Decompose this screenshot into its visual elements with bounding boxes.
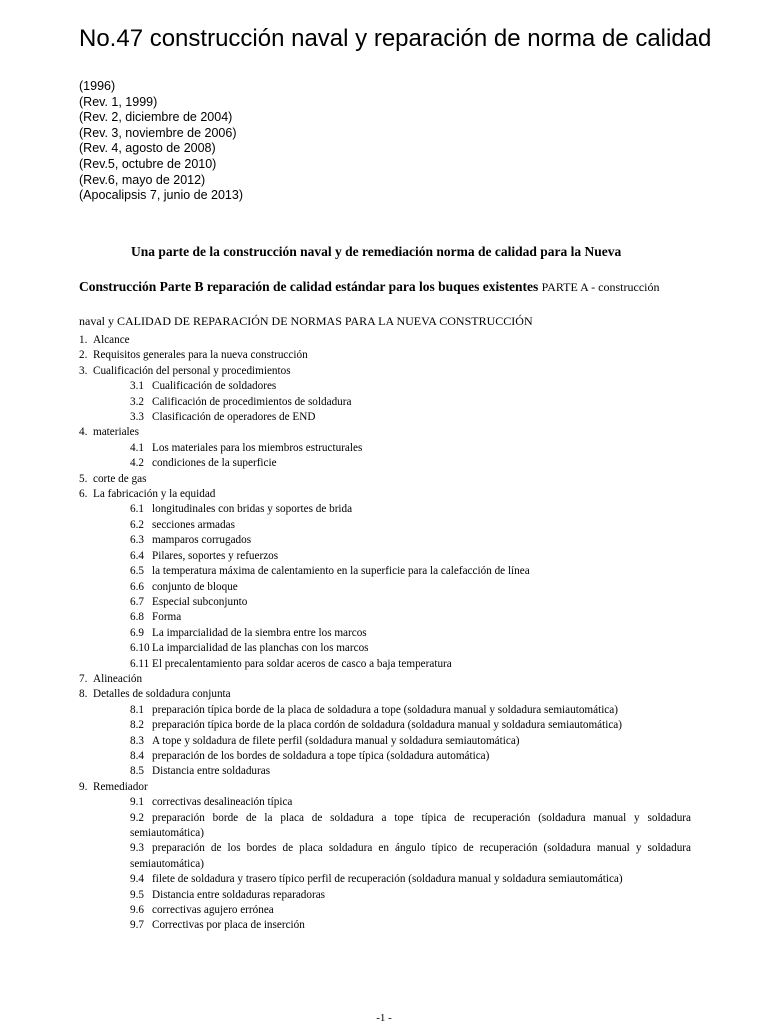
toc-number: 9.5 xyxy=(130,888,144,901)
toc-subsection xyxy=(79,918,691,933)
toc-number: 6.1 xyxy=(130,503,144,516)
toc-number: 6.2 xyxy=(130,518,144,531)
toc-number: 6.4 xyxy=(130,549,144,562)
toc-number: 6.6 xyxy=(130,580,144,593)
toc-number: 4.2 xyxy=(130,457,144,470)
table-of-contents xyxy=(79,333,691,934)
toc-number: 8.2 xyxy=(130,719,144,732)
toc-text: La imparcialidad de las planchas con los marcos xyxy=(152,642,369,655)
toc-subsection xyxy=(79,502,691,517)
revision-entry: (Rev. 4, agosto de 2008) xyxy=(79,141,216,156)
toc-section xyxy=(79,333,691,348)
revision-entry: (Rev.6, mayo de 2012) xyxy=(79,172,206,187)
toc-text: preparación típica borde de la placa cordón de soldadura (soldadura manual y soldadura semiautomática) xyxy=(152,719,622,732)
page-number: -1 - xyxy=(376,1012,392,1024)
toc-number: 1. xyxy=(79,334,88,346)
toc-subsection xyxy=(79,580,691,595)
toc-number: 8. xyxy=(79,688,88,701)
toc-number: 9. xyxy=(79,780,88,793)
toc-subsection xyxy=(79,518,691,533)
toc-text: Pilares, soportes y refuerzos xyxy=(152,549,279,562)
toc-subsection xyxy=(79,533,691,548)
toc-text: Clasificación de operadores de END xyxy=(152,411,316,424)
toc-text: la temperatura máxima de calentamiento en la superficie para la calefacción de línea xyxy=(152,565,530,578)
toc-number: 6.5 xyxy=(130,565,144,578)
toc-text: A tope y soldadura de filete perfil (soldadura manual y soldadura semiautomática) xyxy=(152,734,520,747)
toc-section xyxy=(79,364,691,379)
toc-text: Cualificación del personal y procedimientos xyxy=(93,364,291,377)
toc-subsection xyxy=(79,795,691,810)
toc-text: Alcance xyxy=(93,334,130,346)
toc-number: 7. xyxy=(79,672,88,685)
toc-subsection xyxy=(79,872,691,887)
toc-text: mamparos corrugados xyxy=(152,534,252,547)
toc-subsection xyxy=(79,734,691,749)
toc-text: La fabricación y la equidad xyxy=(93,488,216,501)
toc-text: condiciones de la superficie xyxy=(152,457,277,470)
toc-text: Especial subconjunto xyxy=(152,595,248,608)
toc-text: preparación borde de la placa de soldadura a tope típica de recuperación (soldadura manual y soldadura semiautomática) xyxy=(130,811,691,839)
toc-section xyxy=(79,348,691,363)
toc-number: 8.3 xyxy=(130,734,144,747)
toc-text: secciones armadas xyxy=(152,518,235,531)
toc-number: 8.5 xyxy=(130,765,144,778)
toc-number: 2. xyxy=(79,349,88,362)
toc-text: corte de gas xyxy=(93,472,147,485)
toc-text: Calificación de procedimientos de soldadura xyxy=(152,395,352,408)
toc-number: 6. xyxy=(79,488,88,501)
toc-subsection xyxy=(79,703,691,718)
toc-subsection xyxy=(79,626,691,641)
revision-entry: (1996) xyxy=(79,79,116,93)
toc-number: 6.8 xyxy=(130,611,144,624)
toc-number: 9.6 xyxy=(130,904,144,917)
toc-text: La imparcialidad de la siembra entre los marcos xyxy=(152,626,367,639)
toc-number: 6.10 xyxy=(130,642,150,655)
toc-text: materiales xyxy=(93,426,139,439)
toc-subsection xyxy=(79,456,691,471)
toc-number: 3. xyxy=(79,364,88,377)
toc-subsection xyxy=(79,549,691,564)
toc-subsection xyxy=(79,888,691,903)
toc-text: Requisitos generales para la nueva construcción xyxy=(93,349,308,362)
revision-entry: (Apocalipsis 7, junio de 2013) xyxy=(79,188,243,203)
subtitle-line-3: naval y CALIDAD DE REPARACIÓN DE NORMAS PARA LA NUEVA CONSTRUCCIÓN xyxy=(79,314,533,328)
subtitle-line-2-bold: Construcción Parte B reparación de calidad estándar para los buques existentes xyxy=(79,279,539,294)
toc-text: preparación de los bordes de soldadura a tope típica (soldadura automática) xyxy=(152,749,490,762)
toc-number: 4.1 xyxy=(130,441,144,454)
toc-text: Distancia entre soldaduras xyxy=(152,765,271,778)
revision-history xyxy=(79,79,243,204)
toc-number: 5. xyxy=(79,472,88,485)
toc-section xyxy=(79,687,691,702)
subtitle-line-1: Una parte de la construcción naval y de remediación norma de calidad para la Nueva xyxy=(131,244,622,259)
toc-subsection xyxy=(79,410,691,425)
toc-number: 6.11 xyxy=(130,657,150,670)
toc-text: Distancia entre soldaduras reparadoras xyxy=(152,888,326,901)
toc-subsection xyxy=(79,764,691,779)
document-title: No.47 construcción naval y reparación de norma de calidad xyxy=(79,25,712,52)
toc-subsection xyxy=(79,749,691,764)
toc-number: 9.4 xyxy=(130,873,144,886)
toc-section xyxy=(79,487,691,502)
toc-subsection xyxy=(79,657,691,672)
toc-section xyxy=(79,780,691,795)
revision-entry: (Rev.5, octubre de 2010) xyxy=(79,156,217,171)
toc-number: 4. xyxy=(79,426,88,439)
toc-subsection xyxy=(79,395,691,410)
toc-text: preparación típica borde de la placa de soldadura a tope (soldadura manual y soldadura semiautomática) xyxy=(152,703,618,716)
toc-number: 6.9 xyxy=(130,626,144,639)
toc-number: 9.1 xyxy=(130,796,144,809)
toc-text: Cualificación de soldadores xyxy=(152,380,277,393)
toc-text: correctivas agujero errónea xyxy=(152,904,274,917)
toc-text: Alineación xyxy=(93,672,143,685)
toc-subsection xyxy=(79,564,691,579)
toc-text: Los materiales para los miembros estructurales xyxy=(152,441,363,454)
toc-text: Forma xyxy=(152,611,182,624)
toc-text: Correctivas por placa de inserción xyxy=(152,919,305,932)
revision-entry: (Rev. 2, diciembre de 2004) xyxy=(79,110,233,125)
toc-number: 6.7 xyxy=(130,595,144,608)
toc-number: 6.3 xyxy=(130,534,144,547)
revision-entry: (Rev. 1, 1999) xyxy=(79,94,158,109)
toc-number: 9.2 xyxy=(130,811,144,824)
toc-number: 3.2 xyxy=(130,395,144,408)
toc-number: 3.1 xyxy=(130,380,144,393)
toc-section xyxy=(79,672,691,687)
toc-subsection xyxy=(79,379,691,394)
toc-text: correctivas desalineación típica xyxy=(152,796,293,809)
toc-subsection xyxy=(79,811,691,842)
toc-subsection xyxy=(79,641,691,656)
toc-subsection xyxy=(79,595,691,610)
toc-number: 9.7 xyxy=(130,919,144,932)
toc-number: 8.4 xyxy=(130,749,144,762)
toc-text: Detalles de soldadura conjunta xyxy=(93,688,231,701)
toc-section xyxy=(79,425,691,440)
toc-number: 8.1 xyxy=(130,703,144,716)
toc-text: filete de soldadura y trasero típico perfil de recuperación (soldadura manual y soldadura semiautomática) xyxy=(152,873,623,886)
toc-section xyxy=(79,472,691,487)
toc-subsection xyxy=(79,903,691,918)
toc-subsection xyxy=(79,841,691,872)
toc-subsection xyxy=(79,718,691,733)
toc-text: conjunto de bloque xyxy=(152,580,238,593)
toc-subsection xyxy=(79,610,691,625)
toc-number: 9.3 xyxy=(130,842,144,855)
subtitle-line-2 xyxy=(79,279,659,295)
toc-text: preparación de los bordes de placa soldadura en ángulo típico de recuperación (soldadura manual y soldadura semiautomática) xyxy=(130,842,691,870)
toc-subsection xyxy=(79,441,691,456)
toc-number: 3.3 xyxy=(130,411,144,424)
toc-text: longitudinales con bridas y soportes de brida xyxy=(152,503,353,516)
revision-entry: (Rev. 3, noviembre de 2006) xyxy=(79,125,237,140)
toc-text: El precalentamiento para soldar aceros de casco a baja temperatura xyxy=(152,657,452,670)
subtitle-line-2-tail: PARTE A - construcción xyxy=(541,280,660,294)
toc-text: Remediador xyxy=(93,780,148,793)
